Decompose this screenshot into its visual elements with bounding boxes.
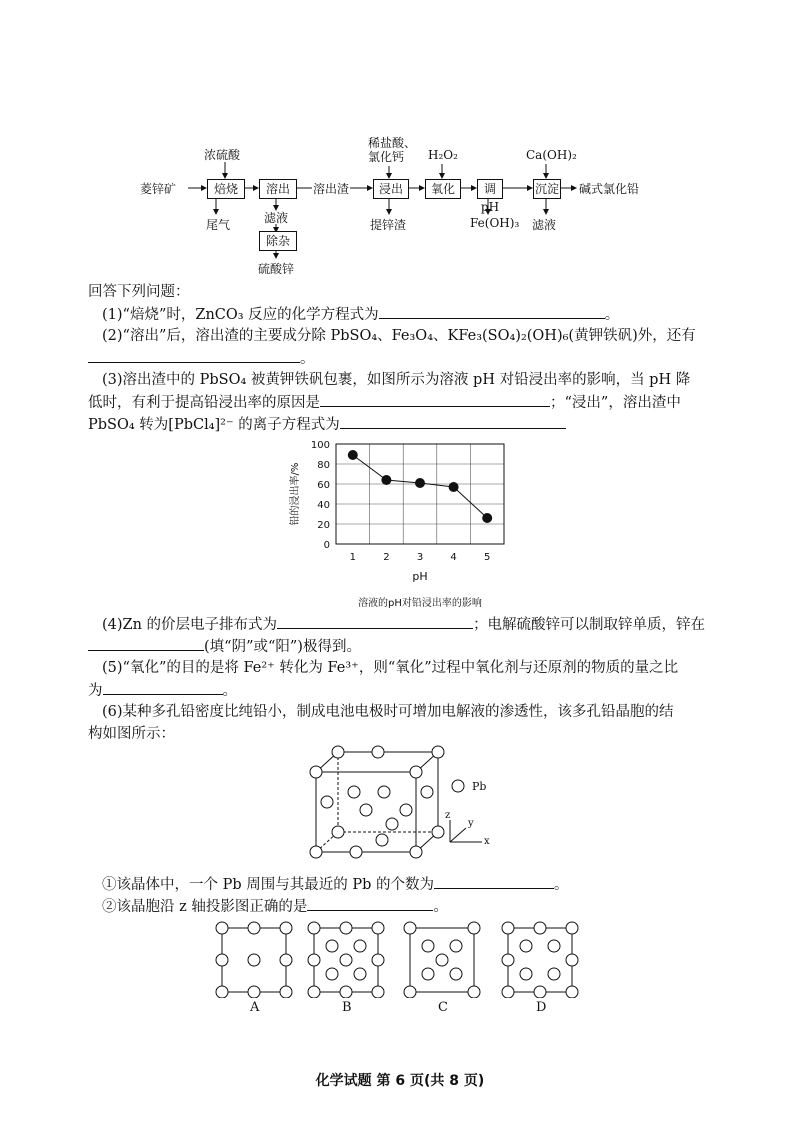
question-4-text-a2: ；电解硫酸锌可以制取锌单质，锌在 bbox=[473, 617, 706, 633]
flow-reagent-leach-1: 稀盐酸、 bbox=[368, 136, 417, 150]
flow-step-purify: 除杂 bbox=[259, 231, 297, 251]
answer-blank-3b bbox=[340, 414, 566, 429]
question-intro: 回答下列问题： bbox=[88, 284, 190, 300]
data-point bbox=[348, 450, 358, 460]
question-6-2-end: 。 bbox=[433, 899, 448, 915]
flow-out-precip: 滤液 bbox=[532, 218, 557, 232]
flow-reagent-leach-2: 氯化钙 bbox=[368, 150, 405, 164]
question-3-text-b2: ；“浸出”，溶出渣中 bbox=[550, 395, 681, 411]
question-6-2 bbox=[102, 896, 448, 917]
question-2: (2)“溶出”后，溶出渣的主要成分除 PbSO₄、Fe₃O₄、KFe₃(SO₄)₂(OH)₆(黄钾铁矾)外，还有 bbox=[102, 328, 696, 344]
flow-step-dissolve: 溶出 bbox=[259, 179, 297, 199]
flow-out-purify: 硫酸锌 bbox=[258, 262, 295, 276]
question-3: (3)溶出渣中的 PbSO₄ 被黄钾铁矾包裹，如图所示为溶液 pH 对铅浸出率的影响，当 pH 降 bbox=[102, 372, 691, 388]
y-tick-label: 80 bbox=[317, 460, 330, 471]
question-6-2-text: ②该晶胞沿 z 轴投影图正确的是 bbox=[102, 899, 308, 915]
question-5: (5)“氧化”的目的是将 Fe²⁺ 转化为 Fe³⁺，则“氧化”过程中氧化剂与还原剂的物质的量之比 bbox=[102, 660, 679, 676]
flow-step-ph: 调pH bbox=[477, 179, 503, 199]
y-axis-label: 铅的浸出率/% bbox=[290, 462, 301, 526]
option-d-label: D bbox=[536, 1000, 547, 1015]
x-tick-label: 4 bbox=[450, 552, 457, 563]
flow-out-roast: 尾气 bbox=[206, 218, 231, 232]
crystal-axis-y: y bbox=[468, 818, 474, 829]
question-4-line-2 bbox=[88, 636, 361, 657]
question-2-end: 。 bbox=[300, 351, 315, 367]
question-3-text-b: 低时，有利于提高铅浸出率的原因是 bbox=[88, 395, 320, 411]
data-point bbox=[381, 475, 391, 485]
option-b-diagram bbox=[308, 922, 384, 998]
question-1-text: (1)“焙烧”时，ZnCO₃ 反应的化学方程式为 bbox=[102, 307, 379, 323]
question-3-line-2 bbox=[88, 392, 681, 413]
y-tick-label: 40 bbox=[317, 500, 330, 511]
option-d-diagram bbox=[502, 922, 578, 998]
question-4-text-b: (填“阴”或“阳”)极得到。 bbox=[204, 639, 361, 655]
question-5-text-b: 为 bbox=[88, 683, 103, 699]
flow-out-leach: 提锌渣 bbox=[370, 218, 407, 232]
option-a-label: A bbox=[250, 1000, 260, 1015]
answer-blank-6-1 bbox=[434, 874, 554, 889]
flow-reagent-roast: 浓硫酸 bbox=[204, 148, 241, 162]
flow-step-leach: 浸出 bbox=[373, 179, 409, 199]
y-tick-label: 100 bbox=[310, 440, 330, 451]
answer-blank-3a bbox=[320, 392, 550, 407]
option-a-diagram bbox=[216, 922, 292, 998]
x-tick-label: 5 bbox=[484, 552, 491, 563]
x-tick-label: 2 bbox=[383, 552, 390, 563]
crystal-axis-z: z bbox=[445, 810, 451, 821]
question-1-end: 。 bbox=[604, 307, 620, 323]
y-tick-label: 0 bbox=[323, 540, 330, 551]
y-tick-label: 20 bbox=[317, 520, 330, 531]
answer-blank-2 bbox=[88, 348, 300, 363]
question-3-line-3 bbox=[88, 414, 566, 435]
flow-step-oxidize: 氧化 bbox=[425, 179, 461, 199]
question-6-1 bbox=[102, 874, 569, 895]
crystal-legend-pb: Pb bbox=[472, 780, 487, 793]
question-6-line-2: 构如图所示： bbox=[88, 726, 175, 742]
leach-rate-chart bbox=[270, 436, 530, 612]
question-4-text-a: (4)Zn 的价层电子排布式为 bbox=[102, 617, 278, 633]
crystal-axis-x: x bbox=[484, 836, 490, 847]
flow-reagent-oxidize: H₂O₂ bbox=[428, 148, 458, 162]
flow-product: 碱式氯化铅 bbox=[579, 182, 640, 196]
flow-step-roast: 焙烧 bbox=[207, 179, 245, 199]
answer-blank-4b bbox=[88, 636, 204, 651]
option-c-diagram bbox=[404, 922, 480, 998]
question-6-1-end: 。 bbox=[554, 877, 569, 893]
x-axis-label: pH bbox=[412, 570, 428, 583]
y-tick-label: 60 bbox=[317, 480, 330, 491]
flow-reagent-precip: Ca(OH)₂ bbox=[526, 148, 577, 162]
x-tick-label: 3 bbox=[416, 552, 424, 563]
flow-out-dissolve: 滤液 bbox=[264, 211, 289, 225]
question-6: (6)某种多孔铅密度比纯铅小，制成电池电极时可增加电解液的渗透性，该多孔铅晶胞的结 bbox=[102, 704, 674, 720]
flow-residue: 溶出渣 bbox=[313, 182, 350, 196]
flow-step-precip: 沉淀 bbox=[533, 179, 561, 199]
projection-options bbox=[0, 918, 800, 998]
x-tick-label: 1 bbox=[349, 552, 356, 563]
data-point bbox=[482, 513, 492, 523]
flow-ore: 菱锌矿 bbox=[140, 182, 177, 196]
answer-blank-4a bbox=[277, 614, 473, 629]
data-point bbox=[415, 478, 425, 488]
chart-caption: 溶液的pH对铅浸出率的影响 bbox=[358, 598, 482, 609]
question-2-cont bbox=[88, 348, 315, 369]
crystal-cell-diagram bbox=[296, 744, 506, 868]
page-footer: 化学试题 第 6 页(共 8 页) bbox=[315, 1073, 485, 1089]
data-point bbox=[449, 482, 459, 492]
question-4 bbox=[102, 614, 705, 635]
answer-blank-5 bbox=[103, 680, 223, 695]
answer-blank-6-2 bbox=[307, 896, 433, 911]
question-5-line-2 bbox=[88, 680, 237, 701]
option-b-label: B bbox=[342, 1000, 352, 1015]
question-3-text-c: PbSO₄ 转为[PbCl₄]²⁻ 的离子方程式为 bbox=[88, 417, 340, 433]
answer-blank-1 bbox=[379, 304, 605, 319]
flow-out-ph: Fe(OH)₃ bbox=[470, 216, 520, 230]
question-5-end: 。 bbox=[222, 683, 237, 699]
option-c-label: C bbox=[438, 1000, 448, 1015]
question-6-1-text: ①该晶体中，一个 Pb 周围与其最近的 Pb 的个数为 bbox=[102, 877, 435, 893]
plot-frame bbox=[336, 444, 504, 544]
question-1 bbox=[102, 304, 619, 325]
